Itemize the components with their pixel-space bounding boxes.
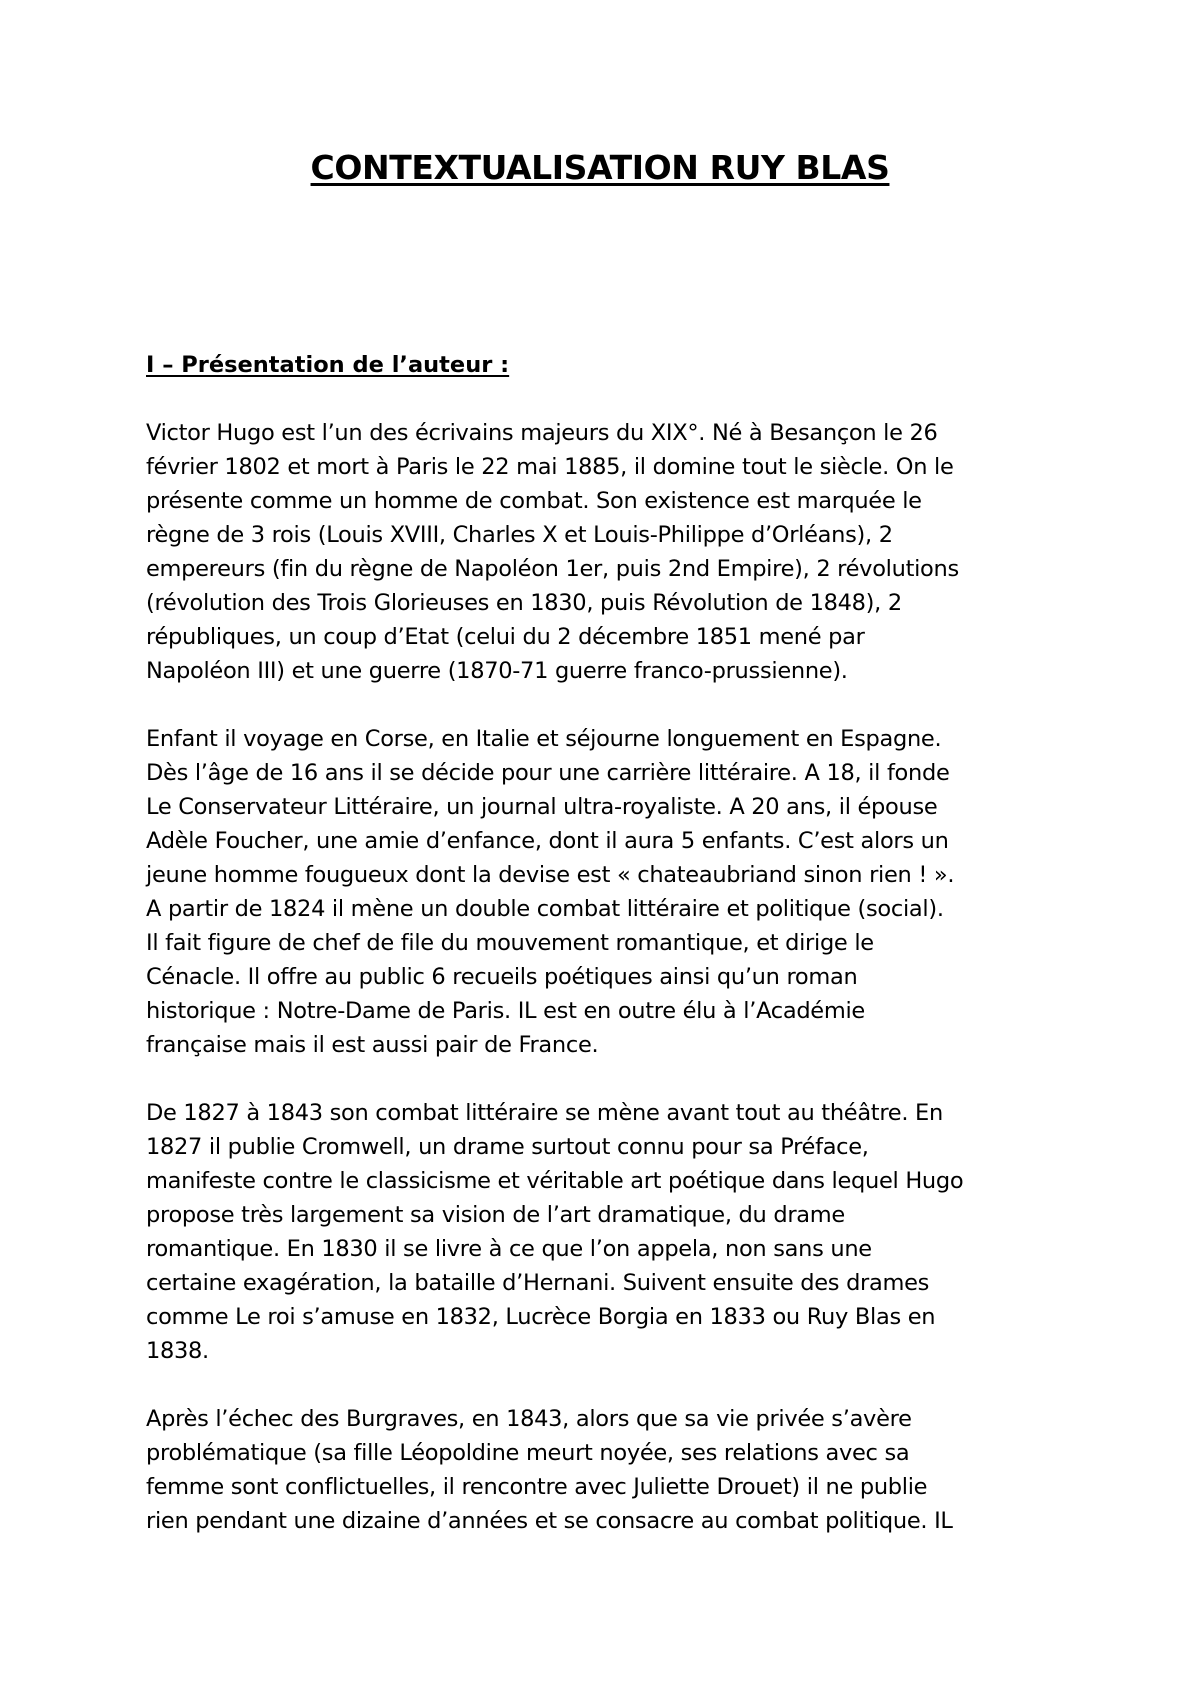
text-line: manifeste contre le classicisme et véritable art poétique dans lequel Hugo <box>146 1168 964 1194</box>
text-line: Après l’échec des Burgraves, en 1843, alors que sa vie privée s’avère <box>146 1406 912 1432</box>
text-line: républiques, un coup d’Etat (celui du 2 décembre 1851 mené par <box>146 624 865 650</box>
text-line: Dès l’âge de 16 ans il se décide pour une carrière littéraire. A 18, il fonde <box>146 760 950 786</box>
text-line: rien pendant une dizaine d’années et se consacre au combat politique. IL <box>146 1508 953 1534</box>
text-line: problématique (sa fille Léopoldine meurt noyée, ses relations avec sa <box>146 1440 910 1466</box>
text-line: Cénacle. Il offre au public 6 recueils poétiques ainsi qu’un roman <box>146 964 858 990</box>
text-line: certaine exagération, la bataille d’Hernani. Suivent ensuite des drames <box>146 1270 930 1296</box>
document-title: CONTEXTUALISATION RUY BLAS <box>310 148 890 187</box>
text-line: française mais il est aussi pair de France. <box>146 1032 599 1058</box>
text-line: propose très largement sa vision de l’art dramatique, du drame <box>146 1202 845 1228</box>
paragraph-2 <box>146 722 1076 1062</box>
text-line: femme sont conflictuelles, il rencontre avec Juliette Drouet) il ne publie <box>146 1474 928 1500</box>
text-line: 1827 il publie Cromwell, un drame surtout connu pour sa Préface, <box>146 1134 869 1160</box>
text-line: Il fait figure de chef de file du mouvement romantique, et dirige le <box>146 930 874 956</box>
text-line: Enfant il voyage en Corse, en Italie et séjourne longuement en Espagne. <box>146 726 942 752</box>
paragraph-3 <box>146 1096 1076 1368</box>
text-line: empereurs (fin du règne de Napoléon 1er, puis 2nd Empire), 2 révolutions <box>146 556 959 582</box>
section-heading: I – Présentation de l’auteur : <box>146 352 510 378</box>
text-line: romantique. En 1830 il se livre à ce que l’on appela, non sans une <box>146 1236 872 1262</box>
text-line: jeune homme fougueux dont la devise est « chateaubriand sinon rien ! ». <box>146 862 955 888</box>
text-line: comme Le roi s’amuse en 1832, Lucrèce Borgia en 1833 ou Ruy Blas en <box>146 1304 936 1330</box>
text-line: (révolution des Trois Glorieuses en 1830, puis Révolution de 1848), 2 <box>146 590 902 616</box>
text-line: présente comme un homme de combat. Son existence est marquée le <box>146 488 922 514</box>
text-line: historique : Notre-Dame de Paris. IL est en outre élu à l’Académie <box>146 998 865 1024</box>
text-line: 1838. <box>146 1338 209 1364</box>
text-line: règne de 3 rois (Louis XVIII, Charles X et Louis-Philippe d’Orléans), 2 <box>146 522 893 548</box>
text-line: Le Conservateur Littéraire, un journal ultra-royaliste. A 20 ans, il épouse <box>146 794 938 820</box>
text-line: Adèle Foucher, une amie d’enfance, dont il aura 5 enfants. C’est alors un <box>146 828 949 854</box>
text-line: février 1802 et mort à Paris le 22 mai 1885, il domine tout le siècle. On le <box>146 454 954 480</box>
text-line: De 1827 à 1843 son combat littéraire se mène avant tout au théâtre. En <box>146 1100 943 1126</box>
text-line: Napoléon III) et une guerre (1870-71 guerre franco-prussienne). <box>146 658 848 684</box>
paragraph-4 <box>146 1402 1076 1538</box>
paragraph-1 <box>146 416 1076 688</box>
text-line: Victor Hugo est l’un des écrivains majeurs du XIX°. Né à Besançon le 26 <box>146 420 938 446</box>
document-body <box>146 348 1076 1572</box>
text-line: A partir de 1824 il mène un double combat littéraire et politique (social). <box>146 896 944 922</box>
